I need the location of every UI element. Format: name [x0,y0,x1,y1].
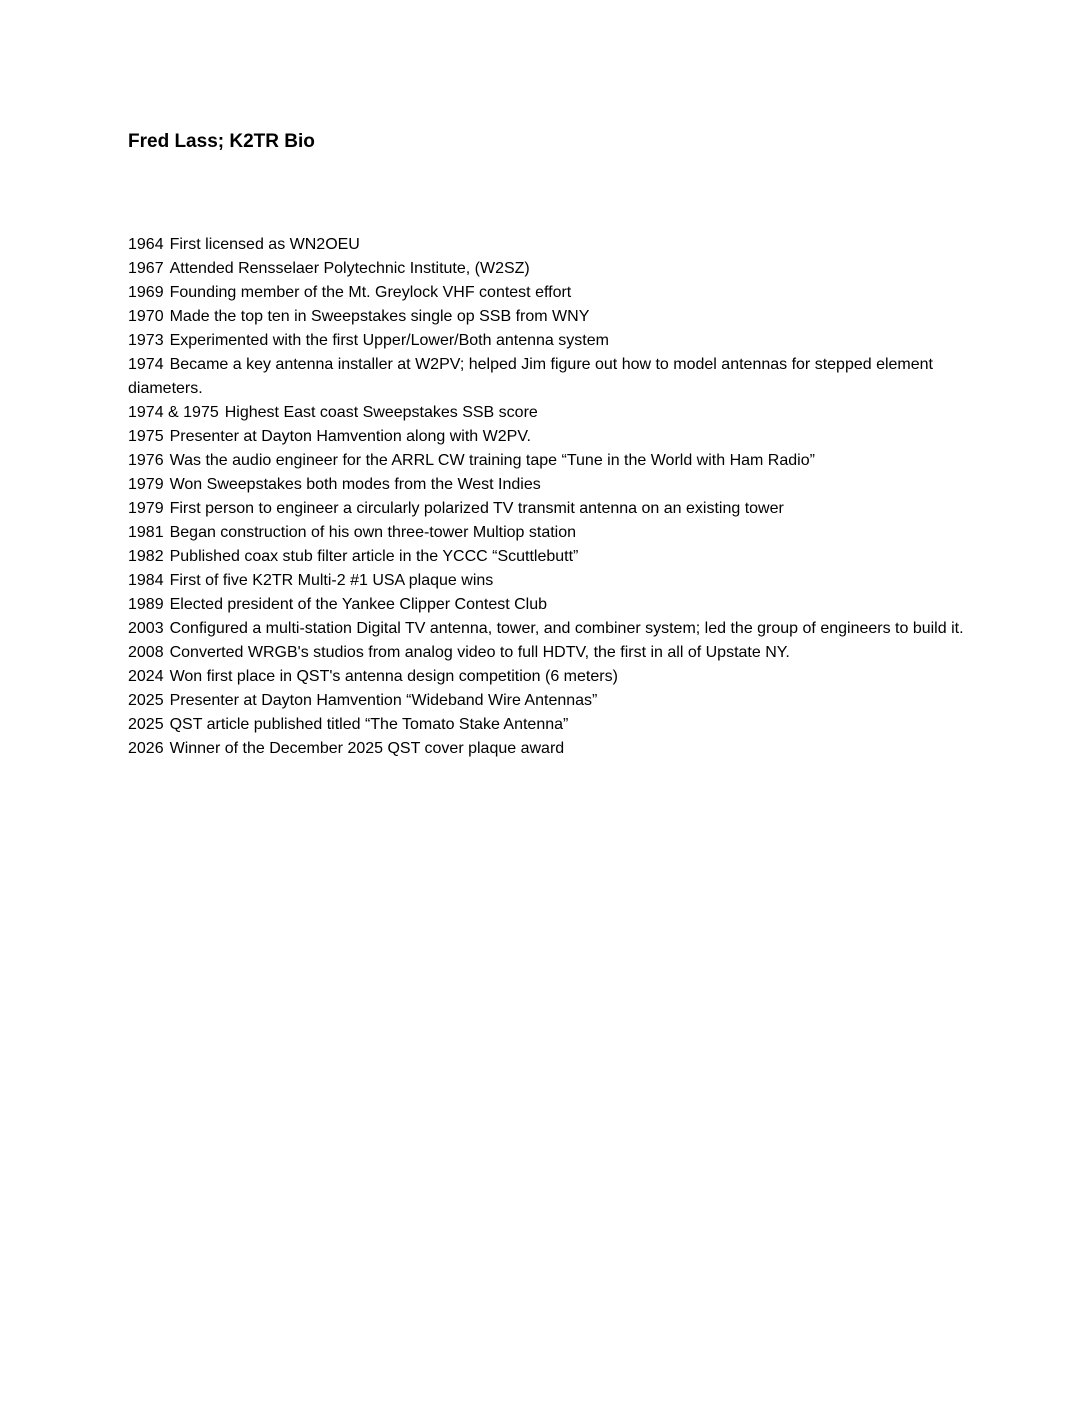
bio-entry [128,713,964,737]
bio-entry [128,401,964,425]
entry-text: Winner of the December 2025 QST cover plaque award [169,740,565,757]
entry-text: First of five K2TR Multi-2 #1 USA plaque wins [169,572,494,589]
entry-year: 1974 [128,356,164,373]
bio-entry [128,449,964,473]
entry-year: 1979 [128,476,164,493]
entry-year: 2024 [128,668,164,685]
bio-entry [128,425,964,449]
entry-text: Converted WRGB's studios from analog video to full HDTV, the first in all of Upstate NY. [169,644,790,661]
entry-text: Became a key antenna installer at W2PV; helped Jim figure out how to model antennas for stepped element diameters. [128,356,933,397]
bio-entry [128,641,964,665]
entry-year: 2025 [128,716,164,733]
bio-entry [128,689,964,713]
entry-year: 1969 [128,284,164,301]
entry-text: Presenter at Dayton Hamvention “Wideband Wire Antennas” [169,692,598,709]
bio-entry [128,353,964,401]
bio-entry [128,281,964,305]
bio-entry [128,329,964,353]
entry-year: 1967 [128,260,164,277]
bio-entry [128,665,964,689]
bio-entry [128,257,964,281]
entry-text: Presenter at Dayton Hamvention along with W2PV. [169,428,531,445]
entry-text: Won first place in QST's antenna design competition (6 meters) [169,668,618,685]
entry-year: 1975 [128,428,164,445]
bio-entry [128,617,964,641]
entry-text: First licensed as WN2OEU [169,236,360,253]
entry-year: 1970 [128,308,164,325]
entry-year: 1982 [128,548,164,565]
entry-year: 1964 [128,236,164,253]
entry-text: Founding member of the Mt. Greylock VHF contest effort [169,284,572,301]
entry-text: Elected president of the Yankee Clipper Contest Club [169,596,548,613]
bio-entry [128,593,964,617]
entry-year: 1973 [128,332,164,349]
entry-year: 2025 [128,692,164,709]
bio-entry [128,305,964,329]
page-title: Fred Lass; K2TR Bio [128,131,315,152]
bio-entry [128,569,964,593]
entry-text: Experimented with the first Upper/Lower/Both antenna system [169,332,609,349]
bio-entry [128,737,964,761]
bio-timeline [128,233,964,761]
bio-entry [128,497,964,521]
entry-year: 2008 [128,644,164,661]
entry-text: Highest East coast Sweepstakes SSB score [224,404,538,421]
entry-year: 1981 [128,524,164,541]
entry-year: 2003 [128,620,164,637]
entry-text: QST article published titled “The Tomato Stake Antenna” [169,716,569,733]
bio-entry [128,545,964,569]
entry-year: 1974 & 1975 [128,404,219,421]
entry-text: Configured a multi-station Digital TV antenna, tower, and combiner system; led the group of engineers to build it. [169,620,964,637]
bio-entry [128,233,964,257]
entry-year: 1984 [128,572,164,589]
entry-year: 1976 [128,452,164,469]
entry-text: Made the top ten in Sweepstakes single op SSB from WNY [169,308,590,325]
bio-entry [128,521,964,545]
entry-year: 2026 [128,740,164,757]
entry-text: Won Sweepstakes both modes from the West Indies [169,476,541,493]
entry-text: Attended Rensselaer Polytechnic Institute, (W2SZ) [169,260,530,277]
entry-text: Published coax stub filter article in the YCCC “Scuttlebutt” [169,548,579,565]
bio-entry [128,473,964,497]
entry-text: Began construction of his own three-tower Multiop station [169,524,577,541]
entry-text: Was the audio engineer for the ARRL CW training tape “Tune in the World with Ham Radio” [169,452,815,469]
entry-year: 1979 [128,500,164,517]
entry-year: 1989 [128,596,164,613]
entry-text: First person to engineer a circularly polarized TV transmit antenna on an existing tower [169,500,784,517]
